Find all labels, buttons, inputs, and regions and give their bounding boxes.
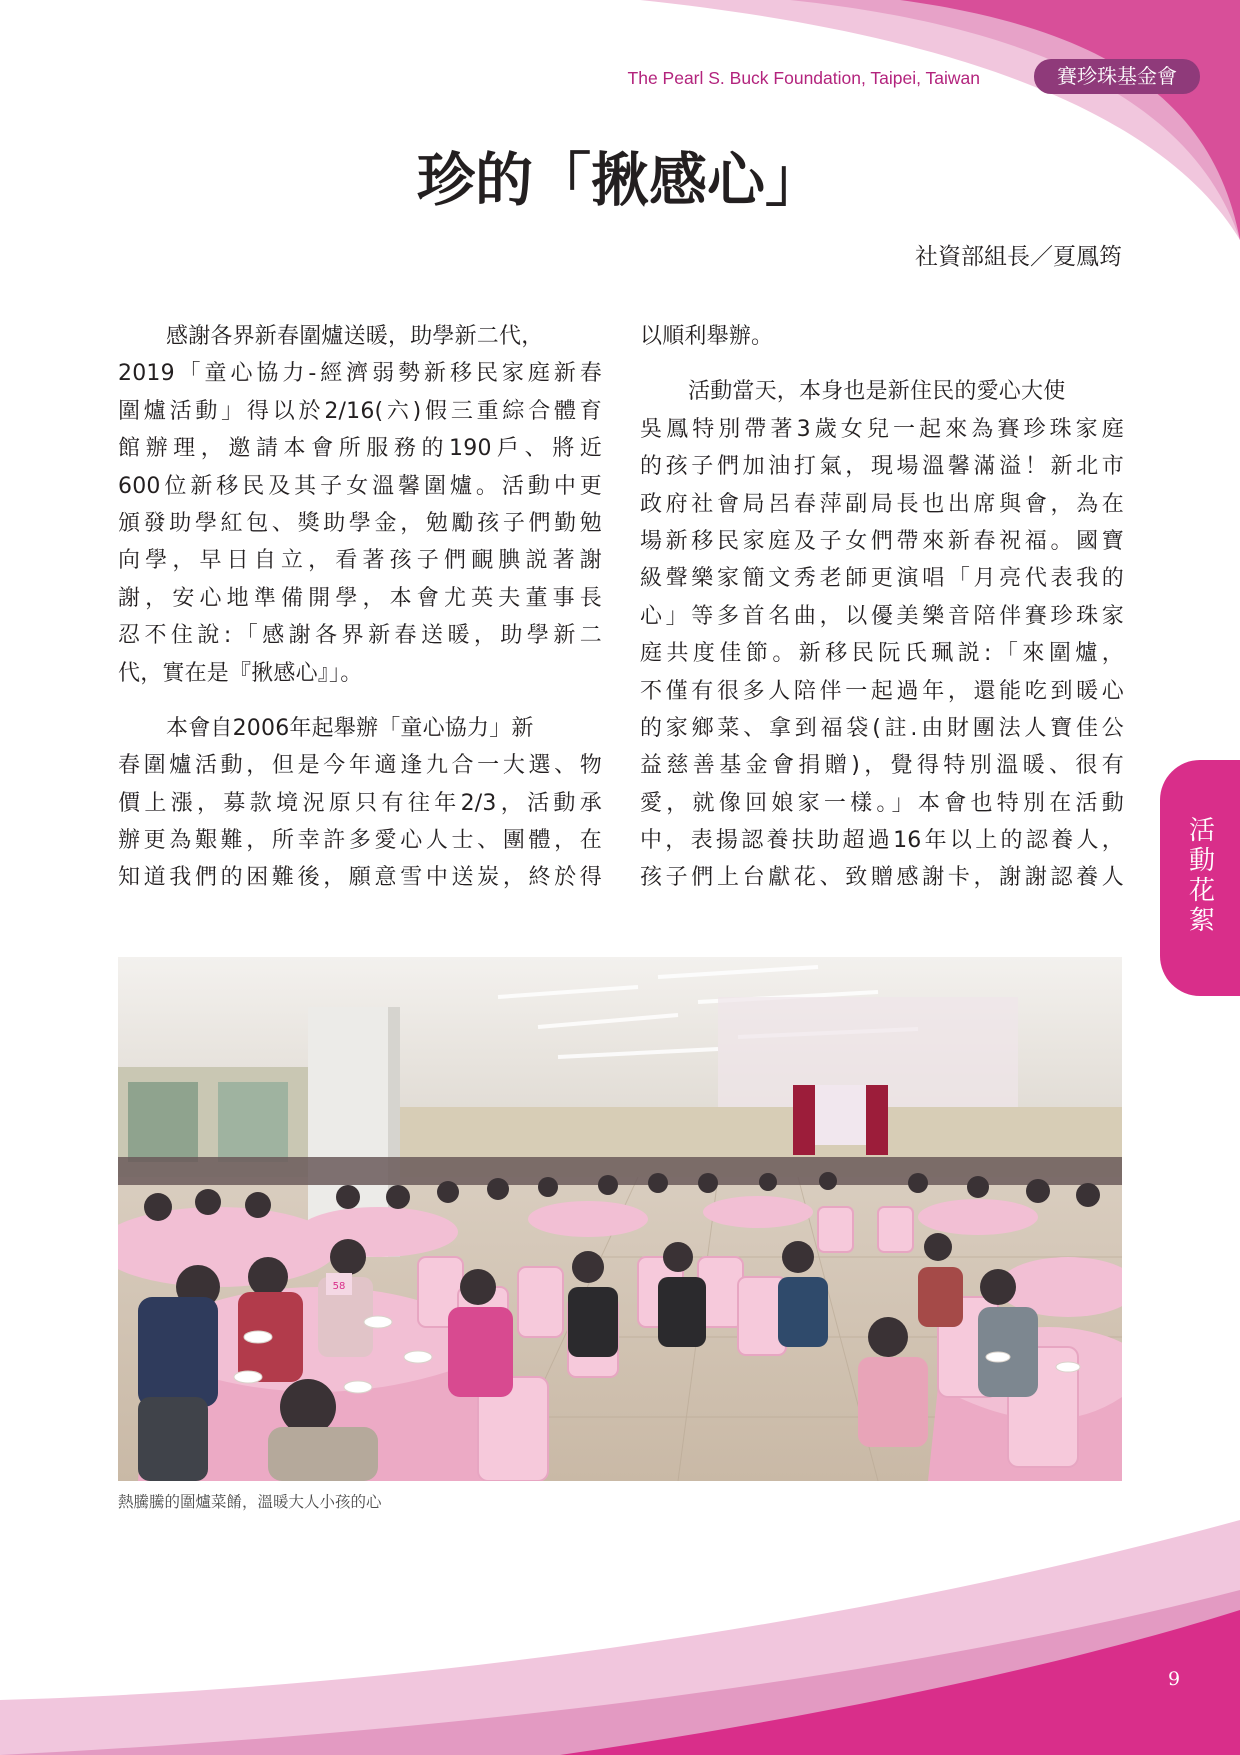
body-line: 春圍爐活動，但是今年適逢九合一大選、物 — [118, 753, 602, 779]
body-line: 2019「童心協力-經濟弱勢新移民家庭新春 — [118, 361, 602, 387]
body-line: 以順利舉辦。 — [640, 324, 774, 349]
article-byline: 社資部組長／夏鳳筠 — [915, 244, 1122, 270]
body-line: 價上漲，募款境況原只有往年2/3，活動承 — [118, 790, 602, 816]
body-line: 政府社會局呂春萍副局長也出席與會，為在 — [640, 491, 1124, 517]
body-line: 辦更為艱難，所幸許多愛心人士、團體，在 — [118, 828, 602, 854]
body-line: 圍爐活動」得以於2/16(六)假三重綜合體育 — [118, 398, 602, 424]
body-line: 級聲樂家簡文秀老師更演唱「月亮代表我的 — [640, 566, 1124, 592]
body-line: 愛，就像回娘家一樣。」本會也特別在活動 — [640, 790, 1124, 816]
body-line: 場新移民家庭及子女們帶來新春祝福。國寶 — [640, 528, 1124, 554]
body-line: 活動當天，本身也是新住民的愛心大使 — [688, 379, 1066, 405]
body-line: 的孩子們加油打氣，現場溫馨滿溢！新北市 — [640, 454, 1124, 480]
body-line: 心」等多首名曲，以優美樂音陪伴賽珍珠家 — [640, 603, 1124, 629]
body-line: 孩子們上台獻花、致贈感謝卡，謝謝認養人 — [640, 865, 1124, 891]
body-line: 頒發助學紅包、獎助學金，勉勵孩子們勤勉 — [118, 510, 602, 536]
photo-caption: 熱騰騰的圍爐菜餚，溫暖大人小孩的心 — [118, 1493, 382, 1511]
body-line: 不僅有很多人陪伴一起過年，還能吃到暖心 — [640, 678, 1124, 704]
body-line: 益慈善基金會捐贈)，覺得特別溫暖、很有 — [640, 753, 1124, 779]
body-line: 謝，安心地準備開學，本會尤英夫董事長 — [118, 585, 602, 611]
side-tab-char: 活 — [1188, 816, 1215, 846]
article-title: 珍的「揪感心」 — [416, 146, 823, 214]
body-line: 館辦理，邀請本會所服務的190戶、將近 — [118, 436, 602, 462]
body-line: 代，實在是『揪感心』」。 — [118, 660, 363, 686]
side-tab-char: 動 — [1188, 846, 1215, 876]
body-line: 知道我們的困難後，願意雪中送炭，終於得 — [118, 865, 602, 891]
side-tab-char: 花 — [1188, 876, 1215, 906]
section-side-tab-label — [1182, 816, 1222, 936]
body-line: 吳鳳特別帶著3歲女兒一起來為賽珍珠家庭 — [640, 416, 1124, 442]
page-number: 9 — [1167, 1668, 1181, 1690]
body-line: 感謝各界新春圍爐送暖，助學新二代， — [166, 324, 544, 349]
side-tab-char: 絮 — [1188, 906, 1215, 936]
foundation-badge: 賽珍珠基金會 — [1034, 59, 1200, 94]
article-body-left-column — [118, 318, 602, 897]
body-line: 向學，早日自立，看著孩子們靦腆説著謝 — [118, 548, 602, 574]
body-line: 本會自2006年起舉辦「童心協力」新 — [166, 715, 534, 741]
body-line: 中，表揚認養扶助超過16年以上的認養人， — [640, 828, 1124, 854]
table-number-sign: 58 — [332, 1280, 346, 1292]
foundation-english-name: The Pearl S. Buck Foundation, Taipei, Taiwan — [627, 68, 980, 88]
body-line: 的家鄉菜、拿到福袋(註.由財團法人寶佳公 — [640, 715, 1124, 741]
article-body-right-column — [640, 318, 1124, 897]
body-line: 忍不住說:「感謝各界新春送暖，助學新二 — [118, 623, 602, 649]
body-line: 庭共度佳節。新移民阮氏珮説:「來圍爐， — [640, 641, 1124, 667]
body-line: 600位新移民及其子女溫馨圍爐。活動中更 — [118, 473, 602, 499]
banquet-photo — [118, 957, 1122, 1481]
